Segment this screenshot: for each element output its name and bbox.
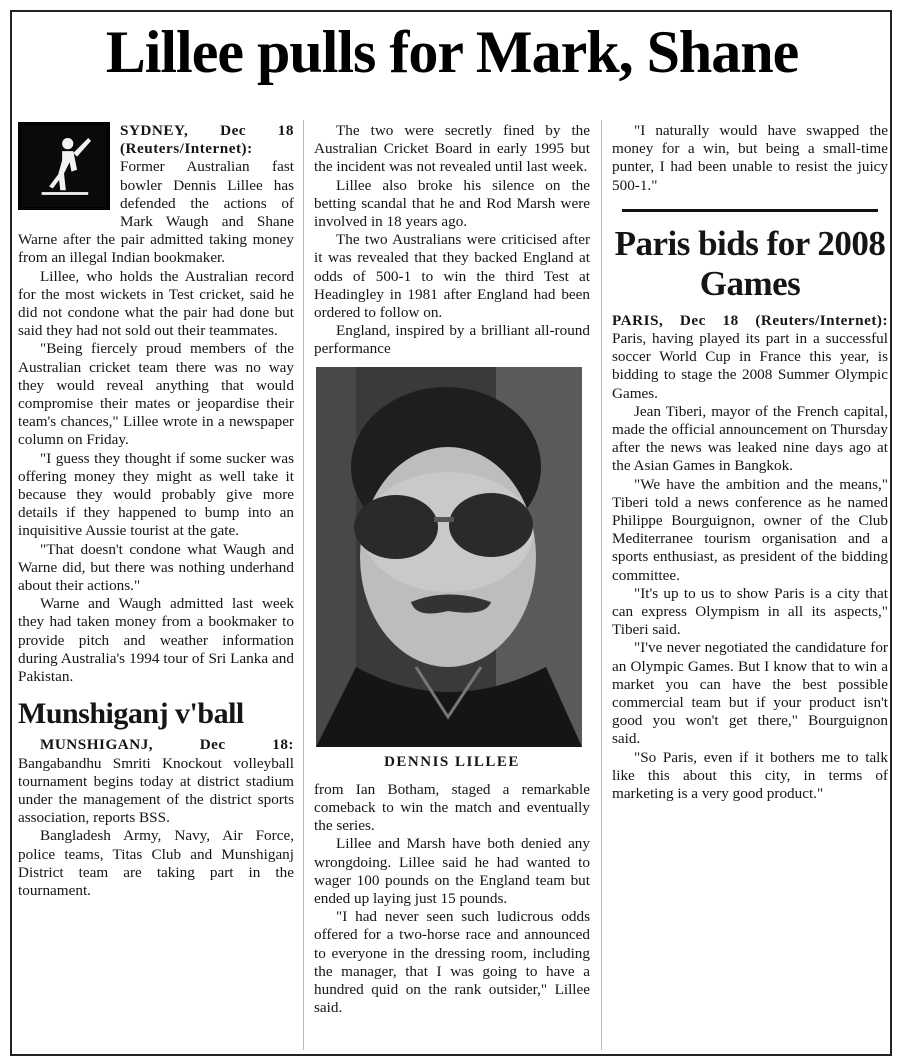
paragraph: Warne and Waugh admitted last week they had taken money from a bookmaker to provide pitch and weather information during Australia's 1994 tour of Sri Lanka and Pakistan. bbox=[18, 595, 294, 686]
portrait-image bbox=[316, 367, 582, 747]
paragraph: "We have the ambition and the means," Tiberi told a news conference as he named Philippe Bourguignon, owner of the Club Mediterranee tourism organisation and a sports enthusiast, as president of the bidding committee. bbox=[612, 475, 888, 584]
paragraph: Lillee also broke his silence on the betting scandal that he and Rod Marsh were involved in 18 years ago. bbox=[314, 176, 590, 231]
paris-headline: Paris bids for 2008 Games bbox=[614, 223, 886, 303]
paragraph: "I guess they thought if some sucker was offering money they might as well take it because they would probably give more details if they happened to bump into an inquisitive Aussie tourist at the gate. bbox=[18, 449, 294, 540]
paragraph: Lillee, who holds the Australian record for the most wickets in Test cricket, said he did not condone what the pair had done but said they had not sold out their teammates. bbox=[18, 267, 294, 340]
paragraph: England, inspired by a brilliant all-round performance bbox=[314, 322, 590, 358]
lillee-photo bbox=[316, 367, 582, 747]
cricket-logo bbox=[18, 122, 110, 210]
column-2 bbox=[314, 122, 590, 1017]
column-3 bbox=[612, 122, 888, 803]
paragraph: "So Paris, even if it bothers me to talk like this about this city, in terms of marketing is a very good product." bbox=[612, 748, 888, 803]
paragraph: "Being fiercely proud members of the Australian cricket team there was no way they would reveal anything that would compromise their mates or jeopardise their team's chances," Lillee wrote in a newspaper column on Friday. bbox=[18, 340, 294, 449]
paragraph: The two were secretly fined by the Australian Cricket Board in early 1995 but the incident was not revealed until last week. bbox=[314, 122, 590, 176]
paragraph: Lillee and Marsh have both denied any wrongdoing. Lillee said he had wanted to wager 100 pounds on the England team but ended up laying just 15 pounds. bbox=[314, 835, 590, 908]
dateline: PARIS, Dec 18 (Reuters/Internet): bbox=[612, 311, 888, 329]
paragraph: Former Australian fast bowler Dennis Lillee has defended the actions of Mark Waugh and Shane Warne after the pair admitted taking money from an illegal Indian bookmaker. bbox=[18, 158, 294, 267]
main-headline: Lillee pulls for Mark, Shane bbox=[105, 19, 799, 85]
munshiganj-headline: Munshiganj v'ball bbox=[18, 697, 244, 731]
paragraph: "I had never seen such ludicrous odds offered for a two-horse race and announced to everyone in the dressing room, including the manager, that I was going to have a hundred quid on the rank outsider," Lillee said. bbox=[314, 908, 590, 1017]
paragraph: "I naturally would have swapped the money for a win, but being a small-time punter, I had been unable to resist the juicy 500-1." bbox=[612, 122, 888, 194]
section-rule bbox=[622, 209, 878, 212]
paragraph: from Ian Botham, staged a remarkable comeback to win the match and eventually the series. bbox=[314, 780, 590, 835]
paragraph: Bangabandhu Smriti Knockout volleyball tournament begins today at district stadium under the management of the district sports association, reports BSS. bbox=[18, 754, 294, 827]
cricket-batsman-icon bbox=[21, 125, 107, 207]
paragraph: "I've never negotiated the candidature for an Olympic Games. But I know that to win a market you can have the best possible commercial team but if your product isn't good you won't get there," Bourguignon said. bbox=[612, 639, 888, 748]
photo-caption: DENNIS LILLEE bbox=[384, 753, 520, 770]
paragraph: Paris, having played its part in a successful soccer World Cup in France this year, is bidding to stage the 2008 Summer Olympic Games. bbox=[612, 330, 888, 402]
column-1 bbox=[18, 122, 294, 900]
paragraph: Jean Tiberi, mayor of the French capital, made the official announcement on Thursday after the news was leaked nine days ago at the Asian Games in Bangkok. bbox=[612, 402, 888, 475]
paragraph: Bangladesh Army, Navy, Air Force, police teams, Titas Club and Munshiganj District team are taking part in the tournament. bbox=[18, 827, 294, 899]
paragraph: The two Australians were criticised after it was revealed that they backed England at odds of 500-1 to win the third Test at Headingley in 1981 after England had been ordered to follow on. bbox=[314, 231, 590, 322]
paragraph: "It's up to us to show Paris is a city that can express Olympism in all its aspects," Tiberi said. bbox=[612, 584, 888, 639]
paragraph: "That doesn't condone what Waugh and Warne did, but there was nothing underhand about their actions." bbox=[18, 540, 294, 595]
dateline: SYDNEY, Dec 18 (Reuters/Internet): bbox=[120, 122, 294, 158]
column-divider bbox=[303, 120, 304, 1050]
dateline: MUNSHIGANJ, Dec 18: bbox=[40, 736, 294, 754]
column-divider bbox=[601, 120, 602, 1050]
